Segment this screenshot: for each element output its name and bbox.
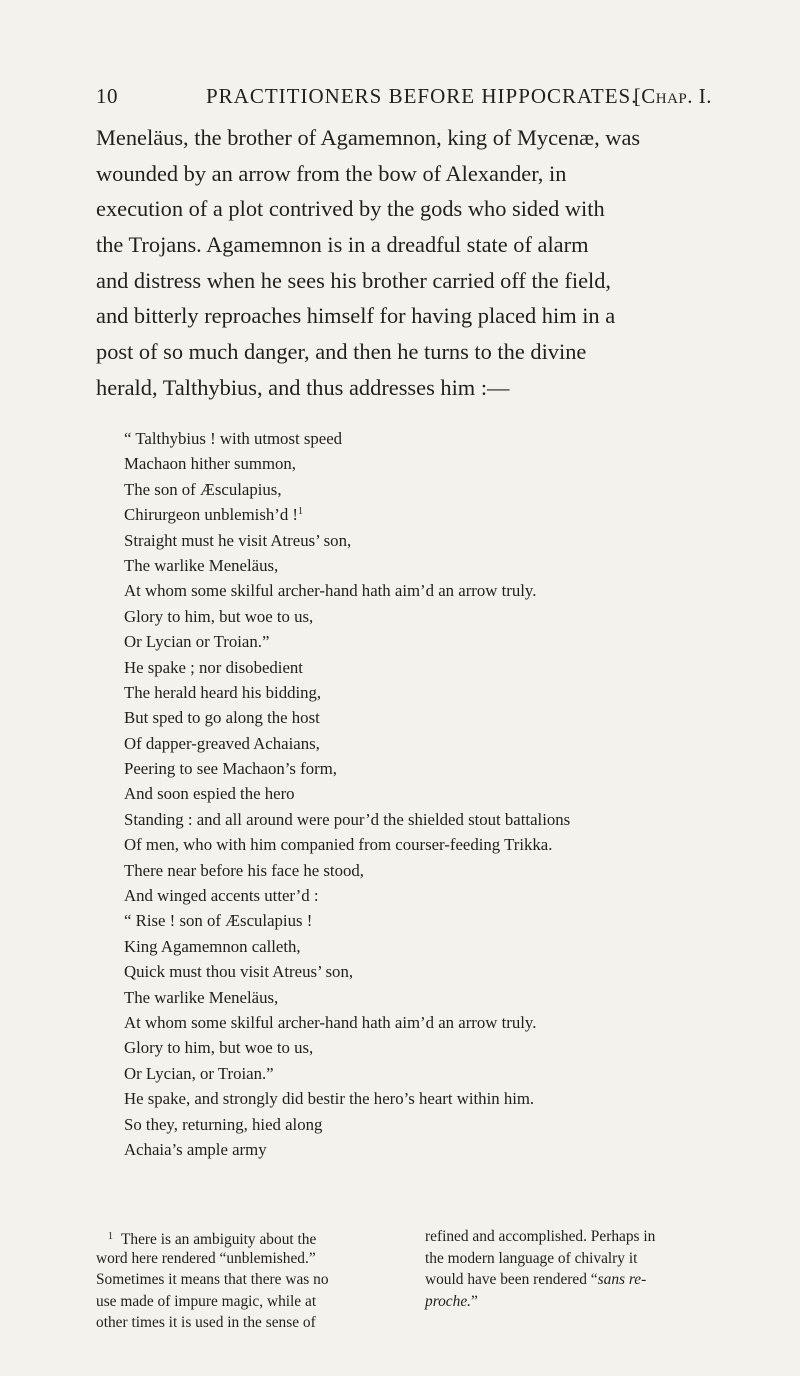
verse-quotation <box>124 426 744 1162</box>
footnote-line <box>425 1291 728 1313</box>
verse-line: So they, returning, hied along <box>124 1114 323 1134</box>
verse-line: Quick must thou visit Atreus’ son, <box>124 962 354 982</box>
footnote-column-right <box>425 1226 728 1312</box>
verse-line: And soon espied the hero <box>124 784 295 804</box>
verse-line: The herald heard his bidding, <box>124 682 322 702</box>
footnote-line: other times it is used in the sense of <box>96 1314 316 1331</box>
footnote-text: would have been rendered “ <box>425 1271 598 1288</box>
body-line: wounded by an arrow from the bow of Alexander, in <box>96 160 567 186</box>
body-paragraph <box>96 120 740 406</box>
body-line: and distress when he sees his brother carried off the field, <box>96 267 612 293</box>
verse-line: “ Rise ! son of Æsculapius ! <box>124 911 313 931</box>
verse-line <box>124 502 744 527</box>
footnote-line <box>425 1269 728 1291</box>
verse-line: Or Lycian or Troian.” <box>124 632 270 652</box>
footnote-line: Sometimes it means that there was no <box>96 1271 329 1288</box>
footnote-line <box>96 1226 399 1248</box>
verse-line: He spake, and strongly did bestir the hero’s heart within him. <box>124 1089 535 1109</box>
verse-line: Standing : and all around were pour’d the shielded stout battalions <box>124 809 571 829</box>
verse-line: Peering to see Machaon’s form, <box>124 759 337 779</box>
verse-line: The son of Æsculapius, <box>124 479 282 499</box>
verse-line: Straight must he visit Atreus’ son, <box>124 530 352 550</box>
running-title: PRACTITIONERS BEFORE HIPPOCRATES. <box>206 84 638 108</box>
body-line: herald, Talthybius, and thus addresses him :— <box>96 374 510 400</box>
verse-line: “ Talthybius ! with utmost speed <box>124 429 343 448</box>
verse-line: King Agamemnon calleth, <box>124 936 301 956</box>
verse-line: Of dapper-greaved Achaians, <box>124 733 320 753</box>
footnote <box>96 1226 736 1356</box>
body-line: post of so much danger, and then he turns to the divine <box>96 339 587 365</box>
footnote-marker: 1 <box>108 1231 113 1242</box>
body-line: Meneläus, the brother of Agamemnon, king of Mycenæ, was <box>96 125 641 150</box>
verse-line: Machaon hither summon, <box>124 454 296 474</box>
verse-line: But sped to go along the host <box>124 708 320 728</box>
body-line: execution of a plot contrived by the gods who sided with <box>96 196 605 222</box>
verse-line: Of men, who with him companied from courser-feeding Trikka. <box>124 835 553 855</box>
verse-line: Glory to him, but woe to us, <box>124 606 314 626</box>
footnote-line: word here rendered “unblemished.” <box>96 1249 316 1267</box>
verse-line: At whom some skilful archer-hand hath aim’d an arrow truly. <box>124 581 537 601</box>
verse-line: Glory to him, but woe to us, <box>124 1038 314 1058</box>
verse-line: Achaia’s ample army <box>124 1139 267 1159</box>
verse-line-text: Chirurgeon unblemish’d ! <box>124 505 299 525</box>
footnote-column-left <box>96 1226 399 1334</box>
verse-line: At whom some skilful archer-hand hath aim’d an arrow truly. <box>124 1012 537 1032</box>
footnote-reference: 1 <box>298 506 304 518</box>
footnote-text: There is an ambiguity about the <box>121 1231 317 1248</box>
verse-line: Or Lycian, or Troian.” <box>124 1063 274 1083</box>
verse-line: And winged accents utter’d : <box>124 886 319 906</box>
footnote-line: the modern language of chivalry it <box>425 1249 638 1267</box>
footnote-italic-text: sans re- <box>597 1271 647 1288</box>
verse-line: There near before his face he stood, <box>124 860 364 880</box>
body-line: and bitterly reproaches himself for having placed him in a <box>96 303 616 329</box>
verse-line: The warlike Meneläus, <box>124 555 279 575</box>
footnote-line: use made of impure magic, while at <box>96 1292 317 1310</box>
running-header <box>96 84 712 114</box>
body-line: the Trojans. Agamemnon is in a dreadful state of alarm <box>96 232 589 258</box>
footnote-italic-text: proche. <box>425 1292 472 1310</box>
footnote-line: refined and accomplished. Perhaps in <box>425 1228 656 1245</box>
footnote-text: ” <box>471 1292 478 1310</box>
chapter-marker: [Chap. I. <box>633 84 712 108</box>
page-number: 10 <box>96 84 118 108</box>
verse-line: He spake ; nor disobedient <box>124 657 303 677</box>
verse-line: The warlike Meneläus, <box>124 987 279 1007</box>
